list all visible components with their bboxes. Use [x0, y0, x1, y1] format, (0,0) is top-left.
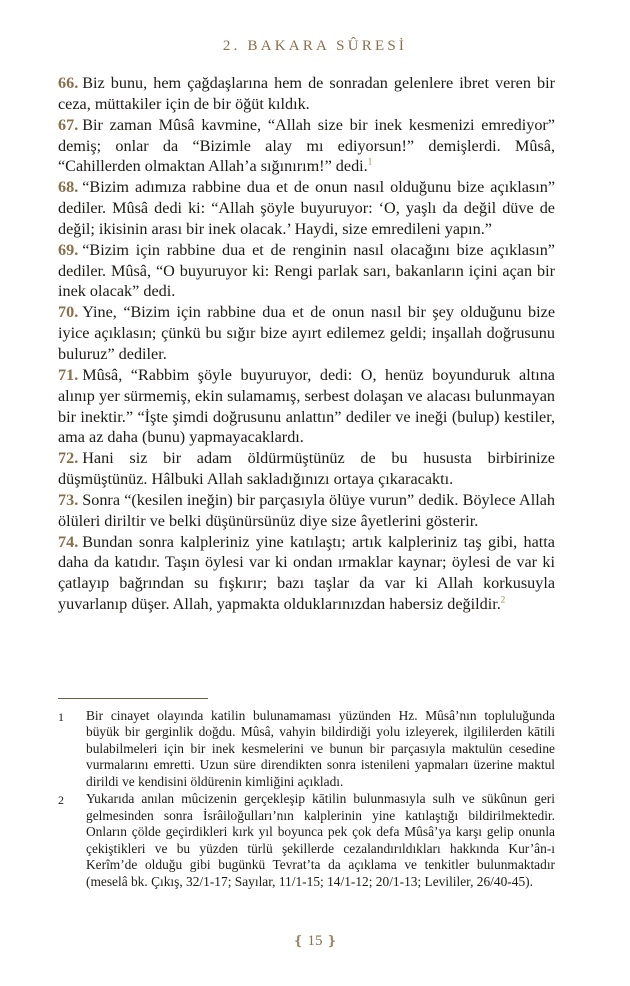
verse-text: “Bizim adımıza rabbine dua et de onun nasıl olduğunu bize açıklasın” dediler. Mûsâ dedi ki: “Allah şöyle buyuruyor: ‘O, yaşlı da değil düve de değil; ikisinin arası bir inek olacak.’ Haydi, size emredileni yapın.” [58, 178, 555, 238]
footnote-2 [58, 791, 555, 890]
verse-number: 72. [58, 449, 79, 468]
footnote-ref[interactable]: 2 [500, 594, 506, 605]
verse-66 [58, 73, 555, 115]
verse-text: Biz bunu, hem çağdaşlarına hem de sonradan gelenlere ibret veren bir ceza, müttakiler için de bir öğüt kıldık. [58, 74, 555, 113]
footnote-number: 1 [58, 710, 64, 724]
verse-71 [58, 365, 555, 448]
footnote-text: Bir cinayet olayında katilin bulunamaması yüzünden Hz. Mûsâ’nın topluluğunda büyük bir gerginlik doğdu. Mûsâ, vahyin bildirdiği yolu izleyerek, ilgililerden kātili bulabilmeleri için bir inek kesmelerini ve bunun bir parçasıyla maktulün cesedine vurmalarını emretti. Uzun süre direndikten sonra istenileni yapmaları üzerine maktul dirildi ve kendisini öldürenin kimliğini açıkladı. [86, 708, 555, 789]
footnotes-block [58, 708, 555, 891]
verse-text: Sonra “(kesilen ineğin) bir parçasıyla ölüye vurun” dedik. Böylece Allah ölüleri diriltir ve belki düşünürsünüz diye size âyetlerini gösterir. [58, 490, 555, 530]
verse-number: 68. [58, 178, 79, 197]
verse-text-block [58, 73, 555, 615]
ornament-left-icon: ❴ [292, 933, 304, 948]
verse-68 [58, 177, 555, 240]
footnote-text: Yukarıda anılan mûcizenin gerçekleşip kātilin bulunmasıyla sulh ve sükûnun geri gelmesinden sonra İsrâiloğulları’nın kalplerinin yine katılaştığı bildirilmektedir. Onların çölde geçirdikleri kırk yıl boyunca pek çok defa Mûsâ’ya karşı gelip onunla çekiştikleri ve bu yüzden türlü şekillerde cezalandırıldıkları hakkında Kur’ân-ı Kerîm’de olduğu gibi bugünkü Tevrat’ta da açıklama ve tenkitler bulunmaktadır (meselâ bk. Çıkış, 32/1-17; Sayılar, 11/1-15; 14/1-12; 20/1-13; Levililer, 26/40-45). [86, 791, 555, 889]
verse-number: 67. [58, 115, 79, 134]
verse-73 [58, 490, 555, 532]
verse-text: Bir zaman Mûsâ kavmine, “Allah size bir inek kesmenizi emrediyor” demiş; onlar da “Bizimle alay mı ediyorsun!” demişlerdi. Mûsâ, “Cahillerden olmaktan Allah’a sığınırım!” dedi. [58, 115, 555, 176]
footnote-1 [58, 708, 555, 790]
verse-69 [58, 240, 555, 303]
footnote-divider [58, 698, 208, 699]
verse-number: 69. [58, 240, 79, 259]
verse-number: 74. [58, 532, 79, 551]
verse-text: Mûsâ, “Rabbim şöyle buyuruyor, dedi: O, henüz boyunduruk altına alınıp yer sürmemiş, ekin sulamamış, serbest dolaşan ve alacası bulunmayan bir inektir.” “İşte şimdi doğrusunu anlattın” dediler ve ineği (bulup) kestiler, ama az daha (bunu) yapmayacaklardı. [58, 365, 555, 447]
running-title: 2. BAKARA SÛRESİ [222, 38, 408, 54]
verse-74 [58, 532, 555, 615]
footnote-ref[interactable]: 1 [367, 156, 373, 167]
verse-text: Hani siz bir adam öldürmüştünüz de bu hususta birbirinize düşmüştünüz. Hâlbuki Allah sakladığınızı ortaya çıkaracaktı. [58, 449, 555, 489]
verse-number: 70. [58, 303, 79, 322]
verse-text: “Bizim için rabbine dua et de renginin nasıl olacağını bize açıklasın” dediler. Mûsâ, “O buyuruyor ki: Rengi parlak sarı, bakanların içini açan bir inek olacak” dedi. [58, 240, 555, 301]
verse-text: Yine, “Bizim için rabbine dua et de onun nasıl bir şey olduğunu bize iyice açıklasın; çünkü bu sığır bize ayırt edilemez geldi; inşallah doğrusunu buluruz” dediler. [58, 303, 555, 363]
verse-number: 73. [58, 490, 79, 509]
verse-67 [58, 115, 555, 178]
verse-number: 71. [58, 365, 79, 384]
verse-text: Bundan sonra kalpleriniz yine katılaştı; artık kalpleriniz taş gibi, hatta daha da katıdır. Taşın öylesi var ki ondan ırmaklar kaynar; öylesi de var ki çatlayıp bağrından su fışkırır; bazı taşlar da var ki Allah korkusuyla yuvarlanıp düşer. Allah, yapmakta olduklarınızdan habersiz değildir. [58, 532, 555, 614]
footnote-number: 2 [58, 793, 64, 808]
verse-70 [58, 302, 555, 365]
page-number [0, 933, 630, 950]
verse-number: 66. [58, 74, 79, 92]
ornament-right-icon: ❵ [326, 933, 338, 948]
page-number-value: 15 [307, 933, 323, 949]
verse-72 [58, 448, 555, 490]
